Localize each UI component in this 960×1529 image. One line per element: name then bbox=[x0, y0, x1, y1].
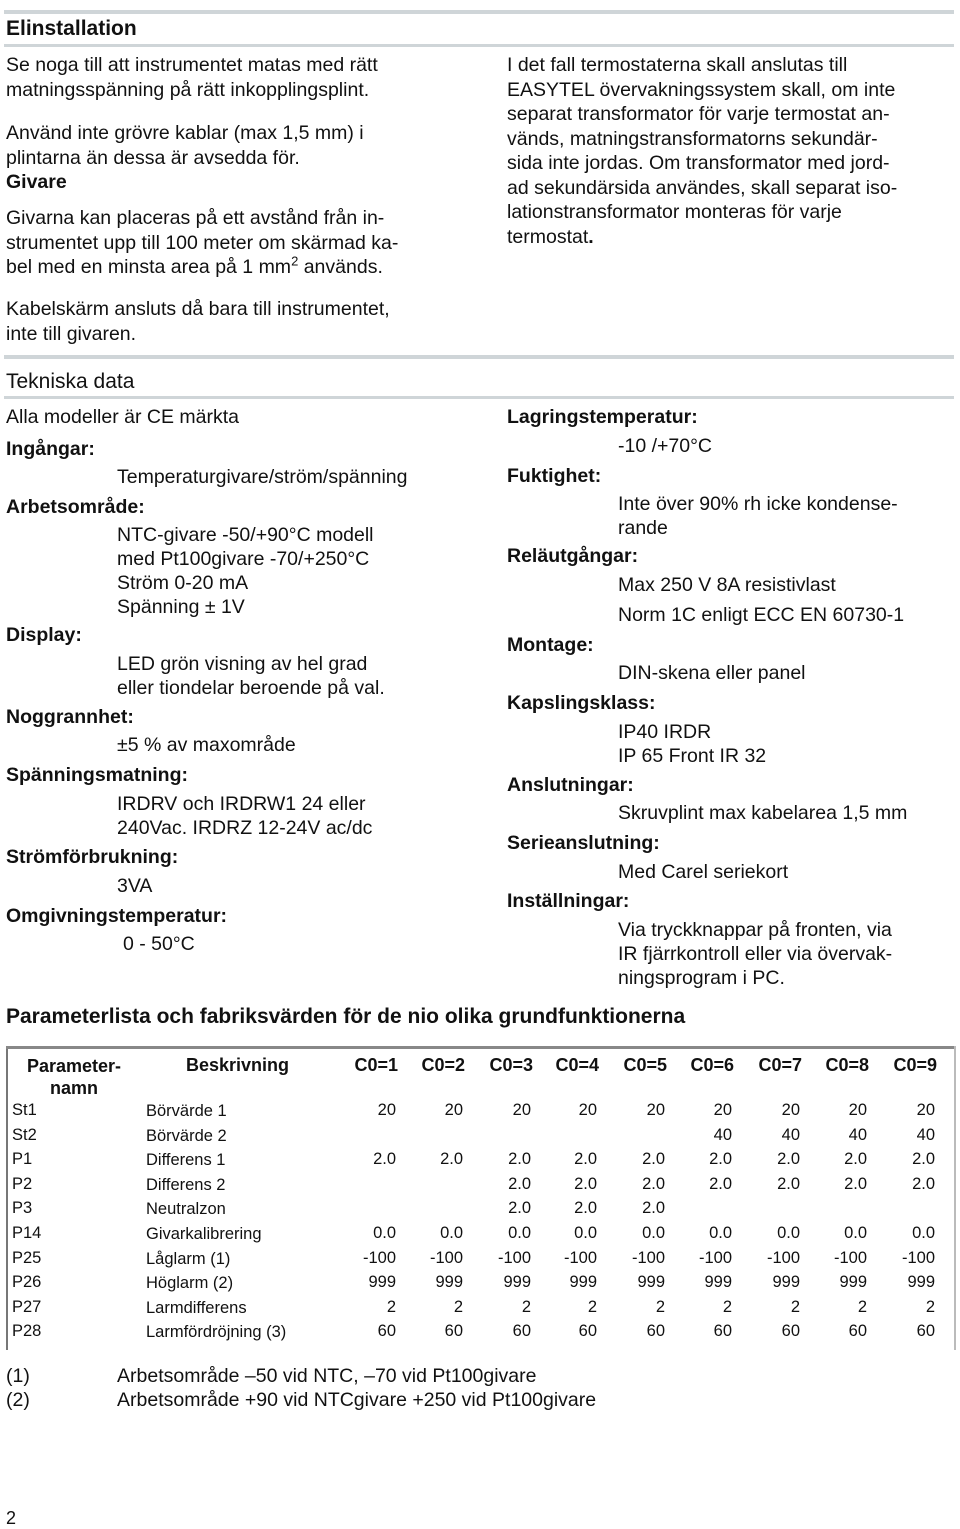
row-value-cell: -100 bbox=[631, 1248, 665, 1267]
row-value-cell: 2.0 bbox=[574, 1199, 597, 1218]
row-value-cell: 999 bbox=[435, 1273, 463, 1292]
row-param-name: St1 bbox=[12, 1101, 37, 1119]
row-value-cell: -100 bbox=[429, 1248, 463, 1267]
spec-value bbox=[618, 492, 898, 540]
row-value-cell: 60 bbox=[916, 1322, 935, 1341]
spec-label: Kapslingsklass: bbox=[507, 692, 656, 714]
row-value-cell: 2.0 bbox=[508, 1199, 531, 1218]
row-param-desc: Larmfördröjning (3) bbox=[146, 1323, 287, 1342]
spec-label: Arbetsområde: bbox=[6, 496, 145, 518]
row-param-name: P25 bbox=[12, 1248, 42, 1267]
row-param-name: P27 bbox=[12, 1297, 42, 1316]
row-value-cell: 2 bbox=[925, 1297, 935, 1316]
text-line: NTC-givare -50/+90°C modell bbox=[117, 524, 374, 546]
header-param-name bbox=[22, 1055, 126, 1099]
row-param-desc: Låglarm (1) bbox=[146, 1249, 231, 1268]
spec-label: Fuktighet: bbox=[507, 465, 602, 487]
row-param-desc: Larmdifferens bbox=[146, 1298, 247, 1317]
row-value-cell: 2.0 bbox=[574, 1174, 597, 1193]
text-line: lationstransformator monteras för varje bbox=[507, 201, 842, 223]
spec-label: Omgivningstemperatur: bbox=[6, 905, 228, 927]
spec-value: Norm 1C enligt ECC EN 60730-1 bbox=[618, 604, 905, 626]
spec-value: 3VA bbox=[117, 875, 153, 897]
spec-value bbox=[618, 918, 892, 990]
row-value-cell: 60 bbox=[646, 1322, 665, 1341]
text-line: Ström 0-20 mA bbox=[117, 572, 249, 594]
row-value-cell: -100 bbox=[698, 1248, 732, 1267]
row-value-cell: 2.0 bbox=[709, 1150, 732, 1169]
row-value-cell: -100 bbox=[833, 1248, 867, 1267]
text-line: matningsspänning på rätt inkopplingsplint. bbox=[6, 78, 370, 101]
row-value-cell: 20 bbox=[848, 1101, 867, 1119]
row-param-desc: Givarkalibrering bbox=[146, 1225, 262, 1243]
row-value-cell: 999 bbox=[704, 1273, 732, 1292]
row-value-cell: 20 bbox=[377, 1101, 396, 1119]
row-value-cell: 60 bbox=[713, 1322, 732, 1341]
row-value-cell: 2 bbox=[386, 1297, 396, 1316]
section-rule bbox=[4, 396, 954, 399]
text-line: IRDRV och IRDRW1 24 eller bbox=[117, 793, 366, 815]
row-param-desc: Differens 2 bbox=[146, 1175, 226, 1194]
spec-label: Display: bbox=[6, 624, 82, 646]
text-line: Spänning ± 1V bbox=[117, 596, 245, 618]
text-line bbox=[507, 225, 897, 250]
spec-value: Temperaturgivare/ström/spänning bbox=[117, 466, 408, 488]
paragraph-power bbox=[6, 53, 378, 102]
spec-label: Noggrannhet: bbox=[6, 706, 134, 728]
row-value-cell: 2.0 bbox=[642, 1150, 665, 1169]
spec-label: Reläutgångar: bbox=[507, 545, 639, 567]
row-value-cell: 999 bbox=[368, 1273, 396, 1292]
row-value-cell: 0.0 bbox=[642, 1224, 665, 1242]
row-value-cell: 2.0 bbox=[373, 1150, 396, 1169]
section-title-tekniska: Tekniska data bbox=[6, 370, 135, 393]
row-value-cell: 60 bbox=[444, 1322, 463, 1341]
row-value-cell: 2.0 bbox=[508, 1150, 531, 1169]
text-line bbox=[6, 255, 398, 280]
row-value-cell: 2.0 bbox=[642, 1174, 665, 1193]
row-value-cell: 60 bbox=[848, 1322, 867, 1341]
page-number: 2 bbox=[6, 1508, 17, 1528]
row-param-name: P14 bbox=[12, 1224, 42, 1242]
spec-value: -10 /+70°C bbox=[618, 435, 712, 457]
top-rule bbox=[4, 10, 954, 14]
text-line: Via tryckknappar på fronten, via bbox=[618, 919, 892, 941]
row-value-cell: 2.0 bbox=[709, 1174, 732, 1193]
text-line: eller tiondelar beroende på val. bbox=[117, 677, 385, 699]
row-value-cell: 999 bbox=[569, 1273, 597, 1292]
row-value-cell: 0.0 bbox=[574, 1224, 597, 1242]
header-col: C0=9 bbox=[893, 1055, 937, 1075]
row-value-cell: 2 bbox=[790, 1297, 800, 1316]
text-line: inte till givaren. bbox=[6, 322, 137, 345]
row-param-desc: Neutralzon bbox=[146, 1200, 226, 1219]
row-value-cell: 20 bbox=[512, 1101, 531, 1119]
header-col: C0=3 bbox=[489, 1055, 533, 1075]
text-span: termostat bbox=[507, 225, 589, 248]
spec-label: Lagringstemperatur: bbox=[507, 406, 698, 428]
text-line: ningsprogram i PC. bbox=[618, 967, 785, 989]
header-col: C0=7 bbox=[758, 1055, 802, 1075]
row-value-cell: 2 bbox=[521, 1297, 531, 1316]
row-value-cell: 2.0 bbox=[844, 1150, 867, 1169]
footnote-mark: (2) bbox=[6, 1389, 30, 1411]
row-value-cell: 2.0 bbox=[440, 1150, 463, 1169]
row-param-desc: Differens 1 bbox=[146, 1151, 226, 1170]
row-value-cell: 0.0 bbox=[373, 1224, 396, 1242]
row-value-cell: 999 bbox=[637, 1273, 665, 1292]
row-value-cell: 999 bbox=[503, 1273, 531, 1292]
paragraph-cables bbox=[6, 121, 364, 170]
row-value-cell: 999 bbox=[839, 1273, 867, 1292]
row-value-cell: 20 bbox=[578, 1101, 597, 1119]
row-value-cell: 0.0 bbox=[844, 1224, 867, 1242]
ce-marking: Alla modeller är CE märkta bbox=[6, 406, 239, 428]
text-line: sida inte jordas. Om transformator med jord- bbox=[507, 152, 890, 174]
row-value-cell: 40 bbox=[713, 1125, 732, 1144]
row-value-cell: 999 bbox=[772, 1273, 800, 1292]
row-param-desc: Börvärde 2 bbox=[146, 1126, 227, 1145]
text-line: strumentet upp till 100 meter om skärmad ka- bbox=[6, 231, 399, 254]
spec-value: Skruvplint max kabelarea 1,5 mm bbox=[618, 802, 908, 824]
section-title-elinstallation: Elinstallation bbox=[6, 17, 137, 40]
superscript: 2 bbox=[291, 253, 299, 269]
text-line: I det fall termostaterna skall anslutas till bbox=[507, 54, 848, 76]
row-value-cell: -100 bbox=[563, 1248, 597, 1267]
text-line: Se noga till att instrumentet matas med rätt bbox=[6, 54, 378, 76]
row-value-cell: 60 bbox=[578, 1322, 597, 1341]
row-value-cell: 40 bbox=[916, 1125, 935, 1144]
spec-value: ±5 % av maxområde bbox=[117, 734, 296, 756]
param-table-top-border bbox=[6, 1046, 954, 1049]
row-param-desc: Börvärde 1 bbox=[146, 1102, 227, 1120]
row-value-cell: 40 bbox=[781, 1125, 800, 1144]
row-param-name: P1 bbox=[12, 1150, 33, 1169]
text-span: används. bbox=[298, 256, 383, 278]
row-value-cell: -100 bbox=[901, 1248, 935, 1267]
row-value-cell: 2.0 bbox=[912, 1150, 935, 1169]
text-line: namn bbox=[49, 1078, 98, 1098]
row-value-cell: 2 bbox=[587, 1297, 597, 1316]
paragraph-givare bbox=[6, 206, 398, 280]
header-col: C0=8 bbox=[825, 1055, 869, 1075]
row-value-cell: 40 bbox=[848, 1125, 867, 1144]
header-col: C0=2 bbox=[421, 1055, 465, 1075]
footnote-mark: (1) bbox=[6, 1365, 30, 1387]
spec-value bbox=[618, 720, 766, 768]
row-value-cell: 999 bbox=[907, 1273, 935, 1292]
section-rule bbox=[4, 355, 954, 359]
text-line: ad sekundärsida användes, skall separat iso- bbox=[507, 176, 898, 199]
row-value-cell: 2.0 bbox=[912, 1174, 935, 1193]
row-value-cell: 20 bbox=[444, 1101, 463, 1119]
spec-value bbox=[117, 523, 374, 619]
header-description: Beskrivning bbox=[186, 1055, 290, 1075]
row-value-cell: 2 bbox=[722, 1297, 732, 1316]
spec-value: 0 - 50°C bbox=[123, 933, 195, 955]
spec-value: Med Carel seriekort bbox=[618, 861, 789, 883]
footnote-text: Arbetsområde –50 vid NTC, –70 vid Pt100givare bbox=[117, 1365, 537, 1387]
spec-value bbox=[117, 792, 372, 840]
text-line: IP 65 Front IR 32 bbox=[618, 745, 767, 767]
text-line: Givarna kan placeras på ett avstånd från in- bbox=[6, 207, 385, 229]
spec-label: Anslutningar: bbox=[507, 774, 634, 796]
row-value-cell: 60 bbox=[377, 1322, 396, 1341]
spec-label: Ingångar: bbox=[6, 438, 95, 460]
text-line: Kabelskärm ansluts då bara till instrumentet, bbox=[6, 298, 390, 320]
row-value-cell: -100 bbox=[766, 1248, 800, 1267]
spec-label: Montage: bbox=[507, 634, 594, 656]
text-line: EASYTEL övervakningssystem skall, om inte bbox=[507, 78, 896, 101]
row-value-cell: 2.0 bbox=[777, 1174, 800, 1193]
spec-value: DIN-skena eller panel bbox=[618, 662, 806, 684]
row-value-cell: 20 bbox=[916, 1101, 935, 1119]
spec-label: Serieanslutning: bbox=[507, 832, 660, 854]
row-value-cell: 2 bbox=[453, 1297, 463, 1316]
row-value-cell: 0.0 bbox=[777, 1224, 800, 1242]
text-line: separat transformator för varje termostat an- bbox=[507, 103, 890, 125]
header-col: C0=4 bbox=[555, 1055, 599, 1075]
spec-value: Max 250 V 8A resistivlast bbox=[618, 574, 836, 596]
text-line: vänds, matningstransformatorns sekundär- bbox=[507, 127, 878, 150]
text-line: Använd inte grövre kablar (max 1,5 mm) i bbox=[6, 122, 364, 144]
header-col: C0=1 bbox=[354, 1055, 398, 1075]
row-value-cell: 2.0 bbox=[642, 1199, 665, 1218]
text-line: Inte över 90% rh icke kondense- bbox=[618, 493, 898, 515]
row-value-cell: 0.0 bbox=[508, 1224, 531, 1242]
row-value-cell: 0.0 bbox=[440, 1224, 463, 1242]
text-line: 240Vac. IRDRZ 12-24V ac/dc bbox=[117, 817, 373, 839]
row-param-name: P2 bbox=[12, 1174, 33, 1193]
row-value-cell: 2.0 bbox=[844, 1174, 867, 1193]
row-value-cell: 2.0 bbox=[777, 1150, 800, 1169]
row-value-cell: 0.0 bbox=[709, 1224, 732, 1242]
header-col: C0=5 bbox=[623, 1055, 667, 1075]
row-value-cell: 2.0 bbox=[574, 1150, 597, 1169]
row-value-cell: -100 bbox=[362, 1248, 396, 1267]
row-value-cell: 0.0 bbox=[912, 1224, 935, 1242]
givare-heading: Givare bbox=[6, 171, 67, 193]
row-param-name: P3 bbox=[12, 1199, 33, 1218]
text-line: Parameter- bbox=[26, 1056, 122, 1076]
row-value-cell: 20 bbox=[781, 1101, 800, 1119]
row-param-name: P28 bbox=[12, 1322, 42, 1341]
row-param-desc: Höglarm (2) bbox=[146, 1274, 234, 1293]
spec-label: Strömförbrukning: bbox=[6, 846, 179, 868]
spec-label: Spänningsmatning: bbox=[6, 764, 188, 786]
row-value-cell: 60 bbox=[512, 1322, 531, 1341]
text-line: med Pt100givare -70/+250°C bbox=[117, 548, 370, 570]
spec-label: Inställningar: bbox=[507, 890, 630, 912]
text-line: rande bbox=[618, 517, 668, 539]
text-span: . bbox=[588, 225, 594, 248]
row-value-cell: 20 bbox=[713, 1101, 732, 1119]
header-col: C0=6 bbox=[690, 1055, 734, 1075]
text-line: IR fjärrkontroll eller via övervak- bbox=[618, 943, 893, 965]
row-value-cell: 20 bbox=[646, 1101, 665, 1119]
text-line: IP40 IRDR bbox=[618, 721, 712, 743]
row-param-name: St2 bbox=[12, 1125, 37, 1144]
text-span: bel med en minsta area på 1 mm bbox=[6, 256, 292, 278]
paragraph-kabelskarm bbox=[6, 297, 390, 346]
spec-value bbox=[117, 652, 385, 700]
text-line: plintarna än dessa är avsedda för. bbox=[6, 146, 300, 169]
footnote-text: Arbetsområde +90 vid NTCgivare +250 vid Pt100givare bbox=[117, 1389, 597, 1411]
section-rule bbox=[4, 44, 954, 47]
row-value-cell: 2 bbox=[655, 1297, 665, 1316]
paragraph-easytel bbox=[507, 53, 897, 249]
row-value-cell: -100 bbox=[497, 1248, 531, 1267]
row-value-cell: 2 bbox=[857, 1297, 867, 1316]
param-table-title: Parameterlista och fabriksvärden för de nio olika grundfunktionerna bbox=[6, 1005, 686, 1028]
text-line: LED grön visning av hel grad bbox=[117, 653, 368, 675]
row-value-cell: 2.0 bbox=[508, 1174, 531, 1193]
row-param-name: P26 bbox=[12, 1273, 42, 1292]
row-value-cell: 60 bbox=[781, 1322, 800, 1341]
